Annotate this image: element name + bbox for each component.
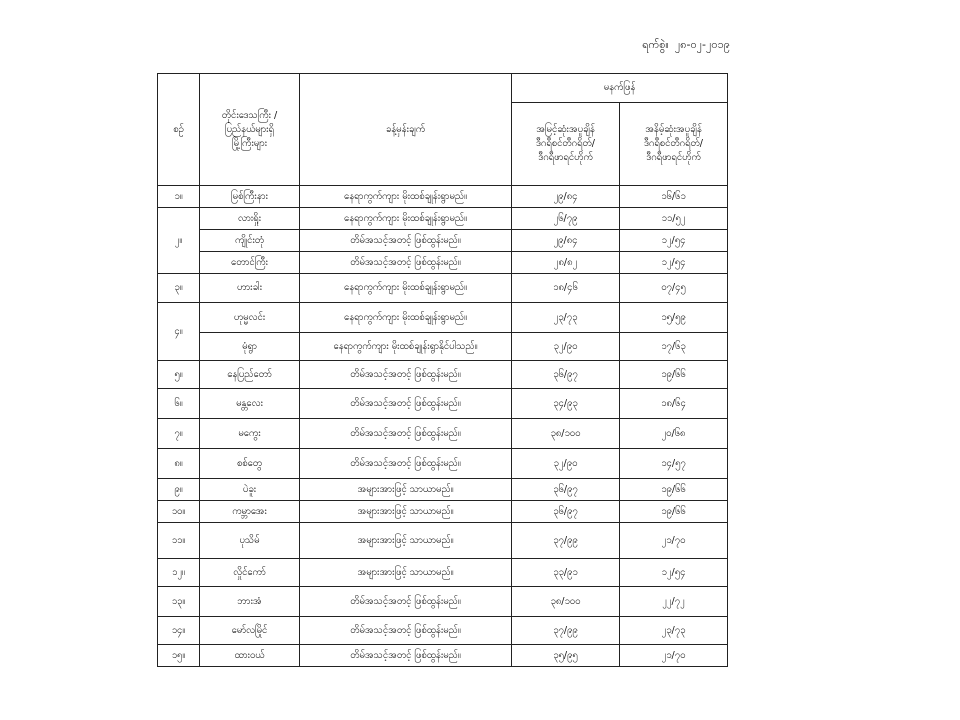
date-label: ရက်စွဲ။: [642, 38, 669, 51]
cell-min: ၁၂/၅၄: [620, 559, 728, 587]
table-row: [158, 479, 728, 501]
cell-forecast: တိမ်အသင့်အတင့် ဖြစ်ထွန်းမည်။: [300, 617, 512, 645]
cell-forecast: အများအားဖြင့် သာယာမည်။: [300, 479, 512, 501]
cell-city: လားရှိုး: [200, 208, 300, 230]
cell-max: ၂၃/၇၃: [512, 303, 620, 333]
document-date: [570, 38, 730, 54]
cell-forecast: နေရာကွက်ကျား မိုးထစ်ချုန်းရွာမည်။: [300, 303, 512, 333]
cell-city: နေပြည်တော်: [200, 361, 300, 389]
cell-serial: ၃။: [158, 274, 200, 303]
cell-forecast: တိမ်အသင့်အတင့် ဖြစ်ထွန်းမည်။: [300, 389, 512, 419]
cell-serial: ၂။: [158, 208, 200, 274]
header-tomorrow: မနက်ဖြန်: [512, 74, 728, 103]
header-max-line-3: ဒီဂရီဖာရင်ဟိုက်: [538, 152, 593, 163]
header-region: [200, 74, 300, 186]
cell-min: ၁၉/၆၆: [620, 501, 728, 523]
table-row: [158, 230, 728, 252]
header-forecast: ခန့်မှန်းချက်: [300, 74, 512, 186]
cell-forecast: တိမ်အသင့်အတင့် ဖြစ်ထွန်းမည်။: [300, 645, 512, 667]
cell-min: ၁၆/၆၁: [620, 186, 728, 208]
cell-serial: ၄။: [158, 303, 200, 361]
cell-min: ၁၈/၆၄: [620, 389, 728, 419]
cell-city: မကွေး: [200, 419, 300, 449]
cell-max: ၃၂/၉၀: [512, 449, 620, 479]
cell-serial: ၁၁။: [158, 523, 200, 559]
cell-forecast: အများအားဖြင့် သာယာမည်။: [300, 501, 512, 523]
table-row: [158, 617, 728, 645]
cell-max: ၃၅/၉၅: [512, 645, 620, 667]
cell-forecast: နေရာကွက်ကျား မိုးထစ်ချုန်းရွာမည်။: [300, 208, 512, 230]
header-region-line-2: ပြည်နယ်များရှိ: [224, 123, 275, 135]
cell-max: ၃၆/၉၇: [512, 361, 620, 389]
cell-forecast: နေရာကွက်ကျား မိုးထစ်ချုန်းရွာမည်။: [300, 186, 512, 208]
cell-serial: ၈။: [158, 449, 200, 479]
table-row: [158, 333, 728, 361]
cell-max: ၃၃/၉၁: [512, 559, 620, 587]
cell-max: ၃၆/၉၇: [512, 501, 620, 523]
table-row: [158, 645, 728, 667]
cell-city: လှိုင်ကော်: [200, 559, 300, 587]
header-max-line-2: ဒီဂရီစင်တီဂရိတ်/: [535, 138, 596, 149]
table-row: [158, 389, 728, 419]
cell-min: ၁၁/၅၂: [620, 208, 728, 230]
cell-serial: ၆။: [158, 389, 200, 419]
cell-max: ၃၇/၉၉: [512, 523, 620, 559]
cell-max: ၂၈/၈၂: [512, 252, 620, 274]
cell-forecast: အများအားဖြင့် သာယာမည်။: [300, 559, 512, 587]
cell-city: ကျိုင်းတုံ: [200, 230, 300, 252]
cell-serial: ၁၂။: [158, 559, 200, 587]
cell-city: ကမ္ဘာအေး: [200, 501, 300, 523]
cell-max: ၃၄/၉၃: [512, 389, 620, 419]
cell-serial: ၉။: [158, 479, 200, 501]
cell-min: ၂၂/၇၂: [620, 587, 728, 617]
cell-serial: ၅။: [158, 361, 200, 389]
header-min-line-1: အနိမ့်ဆုံးအပူချိန်: [645, 124, 702, 135]
header-min-line-3: ဒီဂရီဖာရင်ဟိုက်: [646, 152, 701, 163]
cell-max: ၃၂/၉၀: [512, 333, 620, 361]
cell-serial: ၁၀။: [158, 501, 200, 523]
cell-forecast: တိမ်အသင့်အတင့် ဖြစ်ထွန်းမည်။: [300, 587, 512, 617]
table-row: [158, 419, 728, 449]
cell-city: ထားဝယ်: [200, 645, 300, 667]
cell-min: ၁၅/၅၉: [620, 303, 728, 333]
cell-city: ပဲခူး: [200, 479, 300, 501]
cell-forecast: တိမ်အသင့်အတင့် ဖြစ်ထွန်းမည်။: [300, 252, 512, 274]
table-row: [158, 186, 728, 208]
cell-city: စစ်တွေ: [200, 449, 300, 479]
table-row: [158, 449, 728, 479]
table-row: [158, 523, 728, 559]
cell-city: မန္တလေး: [200, 389, 300, 419]
cell-forecast: နေရာကွက်ကျား မိုးထစ်ချုန်းရွာမည်။: [300, 274, 512, 303]
header-max-temp: [512, 103, 620, 186]
header-region-line-1: တိုင်းဒေသကြီး /: [221, 109, 278, 121]
date-value: ၂၈-၀၂-၂၀၁၉: [674, 38, 730, 51]
cell-serial: ၁၅။: [158, 645, 200, 667]
cell-city: ပုသိမ်: [200, 523, 300, 559]
weather-forecast-table: [157, 73, 728, 667]
cell-city: ဟားခါး: [200, 274, 300, 303]
cell-forecast: တိမ်အသင့်အတင့် ဖြစ်ထွန်းမည်။: [300, 361, 512, 389]
cell-min: ၂၀/၆၈: [620, 419, 728, 449]
table-row: [158, 252, 728, 274]
cell-forecast: နေရာကွက်ကျား မိုးထစ်ချုန်းရွာနိုင်ပါသည်။: [300, 333, 512, 361]
cell-city: ဘားအံ: [200, 587, 300, 617]
cell-forecast: တိမ်အသင့်အတင့် ဖြစ်ထွန်းမည်။: [300, 230, 512, 252]
cell-min: ၁၉/၆၆: [620, 361, 728, 389]
cell-min: ၂၁/၇၀: [620, 645, 728, 667]
table-row: [158, 208, 728, 230]
cell-min: ၁၄/၅၇: [620, 449, 728, 479]
cell-max: ၃၈/၁၀၀: [512, 419, 620, 449]
header-min-line-2: ဒီဂရီစင်တီဂရိတ်/: [643, 138, 704, 149]
cell-city: တောင်ကြီး: [200, 252, 300, 274]
cell-city: ဟုမ္မလင်း: [200, 303, 300, 333]
cell-city: မြစ်ကြီးနား: [200, 186, 300, 208]
cell-max: ၁၈/၄၆: [512, 274, 620, 303]
cell-min: ၁၂/၅၄: [620, 230, 728, 252]
cell-max: ၂၉/၈၄: [512, 230, 620, 252]
cell-min: ၀၇/၄၅: [620, 274, 728, 303]
cell-min: ၁၉/၆၆: [620, 479, 728, 501]
cell-forecast: တိမ်အသင့်အတင့် ဖြစ်ထွန်းမည်။: [300, 419, 512, 449]
table-row: [158, 274, 728, 303]
cell-min: ၁၇/၆၃: [620, 333, 728, 361]
cell-max: ၃၆/၉၇: [512, 479, 620, 501]
cell-min: ၂၁/၇၀: [620, 523, 728, 559]
cell-min: ၁၂/၅၄: [620, 252, 728, 274]
cell-min: ၂၃/၇၃: [620, 617, 728, 645]
cell-max: ၃၇/၉၉: [512, 617, 620, 645]
cell-city: မော်လမြိုင်: [200, 617, 300, 645]
cell-forecast: အများအားဖြင့် သာယာမည်။: [300, 523, 512, 559]
header-min-temp: [620, 103, 728, 186]
cell-city: မုံရွာ: [200, 333, 300, 361]
cell-max: ၂၆/၇၉: [512, 208, 620, 230]
header-region-line-3: မြို့ကြီးများ: [231, 137, 268, 149]
cell-serial: ၇။: [158, 419, 200, 449]
cell-serial: ၁။: [158, 186, 200, 208]
cell-forecast: တိမ်အသင့်အတင့် ဖြစ်ထွန်းမည်။: [300, 449, 512, 479]
header-max-line-1: အမြင့်ဆုံးအပူချိန်: [536, 124, 595, 135]
table-row: [158, 361, 728, 389]
cell-max: ၂၉/၈၄: [512, 186, 620, 208]
cell-max: ၃၈/၁၀၀: [512, 587, 620, 617]
table-row: [158, 559, 728, 587]
cell-serial: ၁၃။: [158, 587, 200, 617]
table-row: [158, 303, 728, 333]
table-row: [158, 587, 728, 617]
table-row: [158, 501, 728, 523]
cell-serial: ၁၄။: [158, 617, 200, 645]
header-serial: စဉ်: [158, 74, 200, 186]
